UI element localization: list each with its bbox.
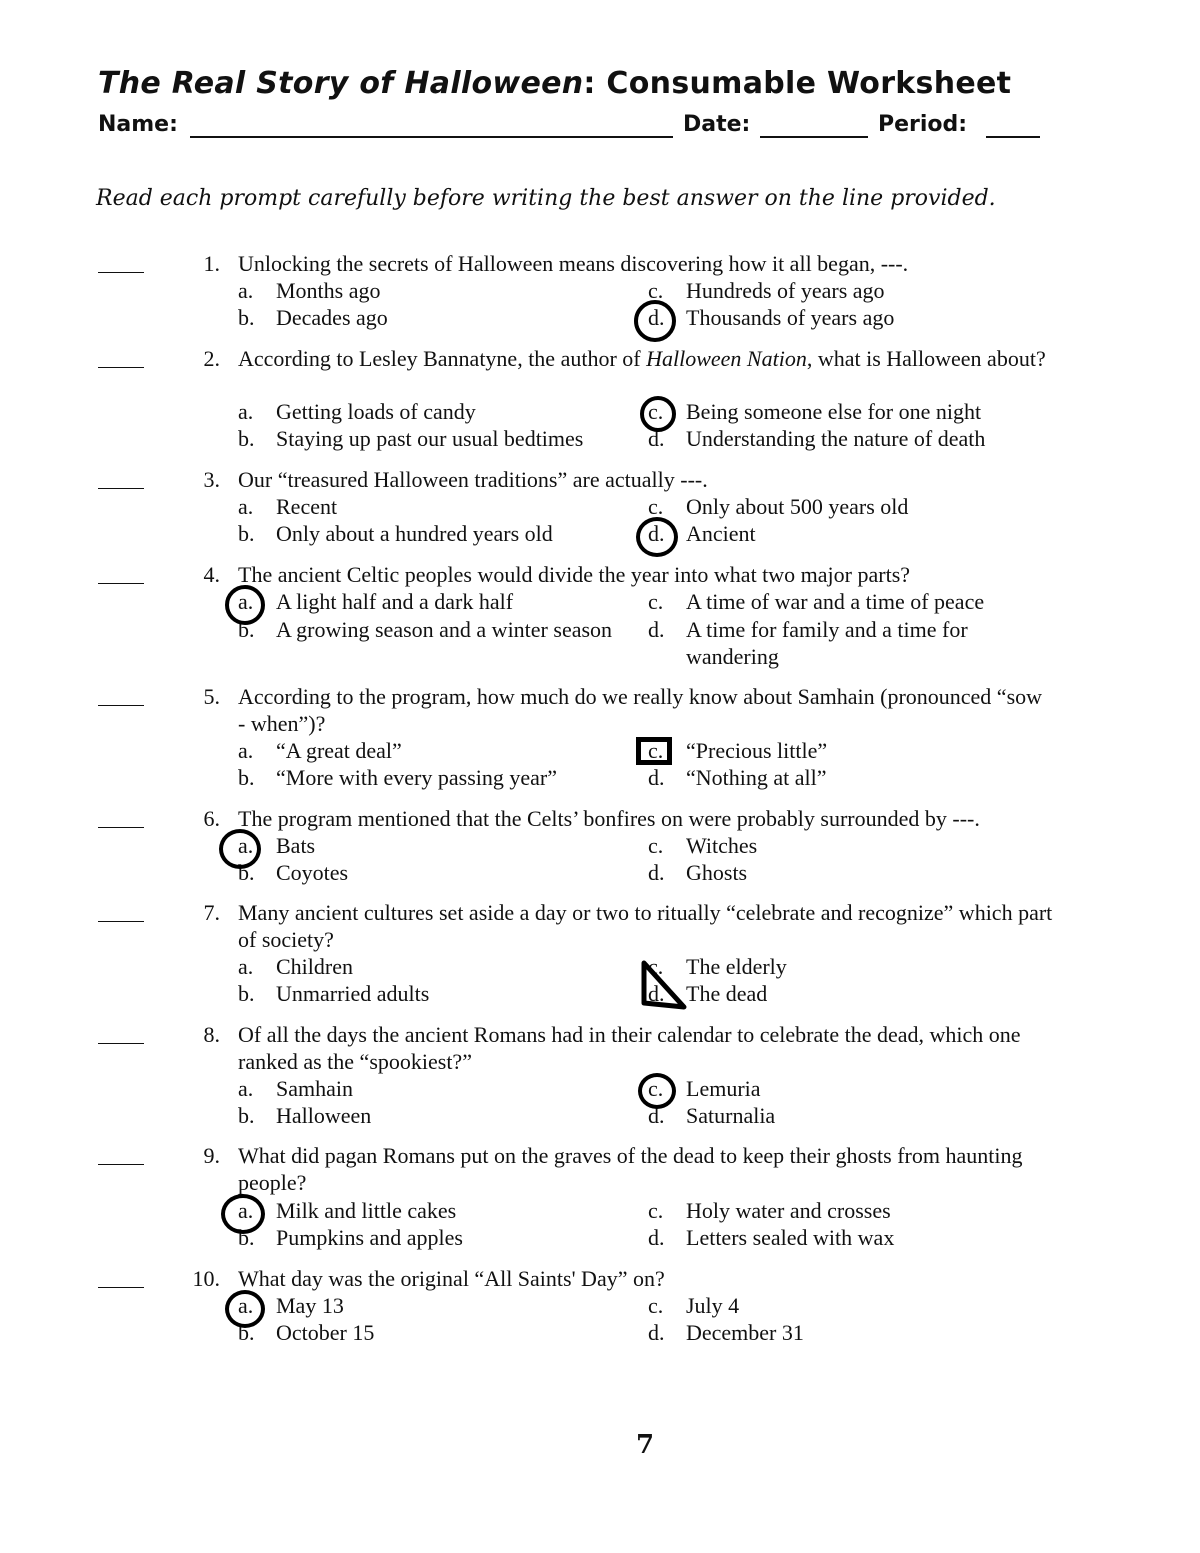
choice-letter: b. (238, 426, 255, 451)
choice-letter: b. (238, 765, 255, 790)
choice-text: Recent (276, 494, 338, 519)
choice-letter: b. (238, 860, 255, 885)
choice-letter: b. (238, 1103, 255, 1128)
choice-text: Pumpkins and apples (276, 1225, 463, 1250)
choice-letter: d. (648, 617, 665, 642)
name-field[interactable] (190, 136, 673, 138)
worksheet-title (98, 66, 1011, 101)
choice-text: Thousands of years ago (686, 305, 895, 330)
choice-letter: a. (238, 399, 254, 424)
choice-text: Being someone else for one night (686, 399, 982, 424)
choice-letter: c. (648, 1198, 664, 1223)
question-number: 7. (203, 900, 220, 925)
answer-blank[interactable] (98, 827, 144, 828)
choice-text: Bats (276, 833, 316, 858)
title-italic: The Real Story of Halloween (98, 66, 584, 101)
choice-letter: a. (238, 1076, 254, 1101)
question-number: 4. (203, 562, 220, 587)
choice-text: Ancient (686, 521, 756, 546)
choice-text: A growing season and a winter season (276, 617, 613, 642)
choice-text: July 4 (686, 1293, 740, 1318)
answer-blank[interactable] (98, 1043, 144, 1044)
choice-text: Decades ago (276, 305, 388, 330)
choice-letter: a. (238, 1293, 254, 1318)
question-text: Of all the days the ancient Romans had in their calendar to celebrate the dead, which one ranked as the “spookiest?” (238, 1022, 1021, 1074)
question-number: 1. (203, 251, 220, 276)
choice-text: Holy water and crosses (686, 1198, 891, 1223)
answer-blank[interactable] (98, 583, 144, 584)
choice-text: Halloween (276, 1103, 372, 1128)
choice-letter: b. (238, 1320, 255, 1345)
choice-text: Saturnalia (686, 1103, 776, 1128)
choice-letter: b. (238, 981, 255, 1006)
choice-letter: d. (648, 521, 665, 546)
question-text: Many ancient cultures set aside a day or two to ritually “celebrate and recognize” which part of society? (238, 900, 1053, 952)
answer-blank[interactable] (98, 1287, 144, 1288)
choice-text: “Nothing at all” (686, 765, 827, 790)
question-number: 10. (192, 1266, 220, 1291)
choice-text: Milk and little cakes (276, 1198, 457, 1223)
page-number: 7 (636, 1430, 655, 1460)
answer-blank[interactable] (98, 921, 144, 922)
choice-text: Samhain (276, 1076, 353, 1101)
choice-letter: c. (648, 589, 664, 614)
choice-letter: d. (648, 765, 665, 790)
choice-letter: a. (238, 954, 254, 979)
answer-blank[interactable] (98, 1164, 144, 1165)
choice-text: A time of war and a time of peace (686, 589, 985, 614)
choice-letter: c. (648, 494, 664, 519)
choice-text: The elderly (686, 954, 787, 979)
question-number: 2. (203, 346, 220, 371)
book-title: Halloween Nation (646, 346, 807, 371)
choice-letter: d. (648, 1225, 665, 1250)
choice-text: “Precious little” (686, 738, 828, 763)
choice-letter: a. (238, 833, 254, 858)
question-text: Unlocking the secrets of Halloween means discovering how it all began, ---. (238, 251, 909, 276)
choice-text: Staying up past our usual bedtimes (276, 426, 584, 451)
question-text: Our “treasured Halloween traditions” are actually ---. (238, 467, 708, 492)
choice-letter: a. (238, 278, 254, 303)
choice-text: October 15 (276, 1320, 375, 1345)
question-text-start: According to Lesley Bannatyne, the author of (238, 346, 647, 371)
choice-letter: a. (238, 1198, 254, 1223)
choice-letter: c. (648, 1076, 664, 1101)
choice-letter: b. (238, 617, 255, 642)
question-number: 9. (203, 1143, 220, 1168)
choice-text: Coyotes (276, 860, 349, 885)
date-field[interactable] (760, 136, 868, 138)
choice-text: Months ago (276, 278, 381, 303)
question-number: 3. (203, 467, 220, 492)
question-text: The ancient Celtic peoples would divide the year into what two major parts? (238, 562, 911, 587)
question-text-end: , what is Halloween about? (806, 346, 1046, 371)
choice-letter: d. (648, 1103, 665, 1128)
choice-text: Ghosts (686, 860, 748, 885)
choice-letter: a. (238, 589, 254, 614)
date-label: Date: (683, 112, 751, 137)
choice-text: Getting loads of candy (276, 399, 476, 424)
choice-letter: d. (648, 305, 665, 330)
question-number: 6. (203, 806, 220, 831)
choice-letter: c. (648, 1293, 664, 1318)
choice-letter: c. (648, 833, 664, 858)
choice-text: “A great deal” (276, 738, 402, 763)
question-text (238, 345, 1053, 372)
name-label: Name: (98, 112, 178, 137)
choice-letter: b. (238, 1225, 255, 1250)
period-label: Period: (878, 112, 968, 137)
question-text: What did pagan Romans put on the graves of the dead to keep their ghosts from haunting people? (238, 1143, 1023, 1195)
choice-letter: a. (238, 738, 254, 763)
choice-text: December 31 (686, 1320, 804, 1345)
answer-blank[interactable] (98, 367, 144, 368)
choice-letter: b. (238, 305, 255, 330)
choice-letter: b. (238, 521, 255, 546)
choice-text: Only about a hundred years old (276, 521, 553, 546)
choice-letter: d. (648, 860, 665, 885)
question-text: What day was the original “All Saints' Day” on? (238, 1266, 665, 1291)
period-field[interactable] (986, 136, 1040, 138)
question-text: According to the program, how much do we really know about Samhain (pronounced “sow - when”)? (238, 684, 1043, 736)
answer-blank[interactable] (98, 272, 144, 273)
question-number: 8. (203, 1022, 220, 1047)
choice-text: Hundreds of years ago (686, 278, 885, 303)
choice-text: Letters sealed with wax (686, 1225, 895, 1250)
choice-letter: d. (648, 426, 665, 451)
choice-letter: c. (648, 954, 664, 979)
choice-text: Children (276, 954, 353, 979)
choice-text: Witches (686, 833, 758, 858)
choice-letter: c. (648, 399, 664, 424)
choice-text: A time for family and a time for wandering (686, 617, 968, 669)
question-number: 5. (203, 684, 220, 709)
choice-text: Only about 500 years old (686, 494, 909, 519)
choice-letter: d. (648, 981, 665, 1006)
choice-text: “More with every passing year” (276, 765, 558, 790)
choice-letter: c. (648, 278, 664, 303)
title-rest: : Consumable Worksheet (583, 66, 1012, 101)
choice-text: Unmarried adults (276, 981, 430, 1006)
choice-letter: d. (648, 1320, 665, 1345)
choice-letter: a. (238, 494, 254, 519)
question-text: The program mentioned that the Celts’ bonfires on were probably surrounded by ---. (238, 806, 980, 831)
choice-text: Understanding the nature of death (686, 426, 986, 451)
choice-text: The dead (686, 981, 768, 1006)
choice-text: A light half and a dark half (276, 589, 514, 614)
choice-letter: c. (648, 738, 664, 763)
choice-text: Lemuria (686, 1076, 761, 1101)
choice-text: May 13 (276, 1293, 344, 1318)
answer-blank[interactable] (98, 488, 144, 489)
instructions: Read each prompt carefully before writing the best answer on the line provided. (96, 186, 996, 211)
answer-blank[interactable] (98, 705, 144, 706)
